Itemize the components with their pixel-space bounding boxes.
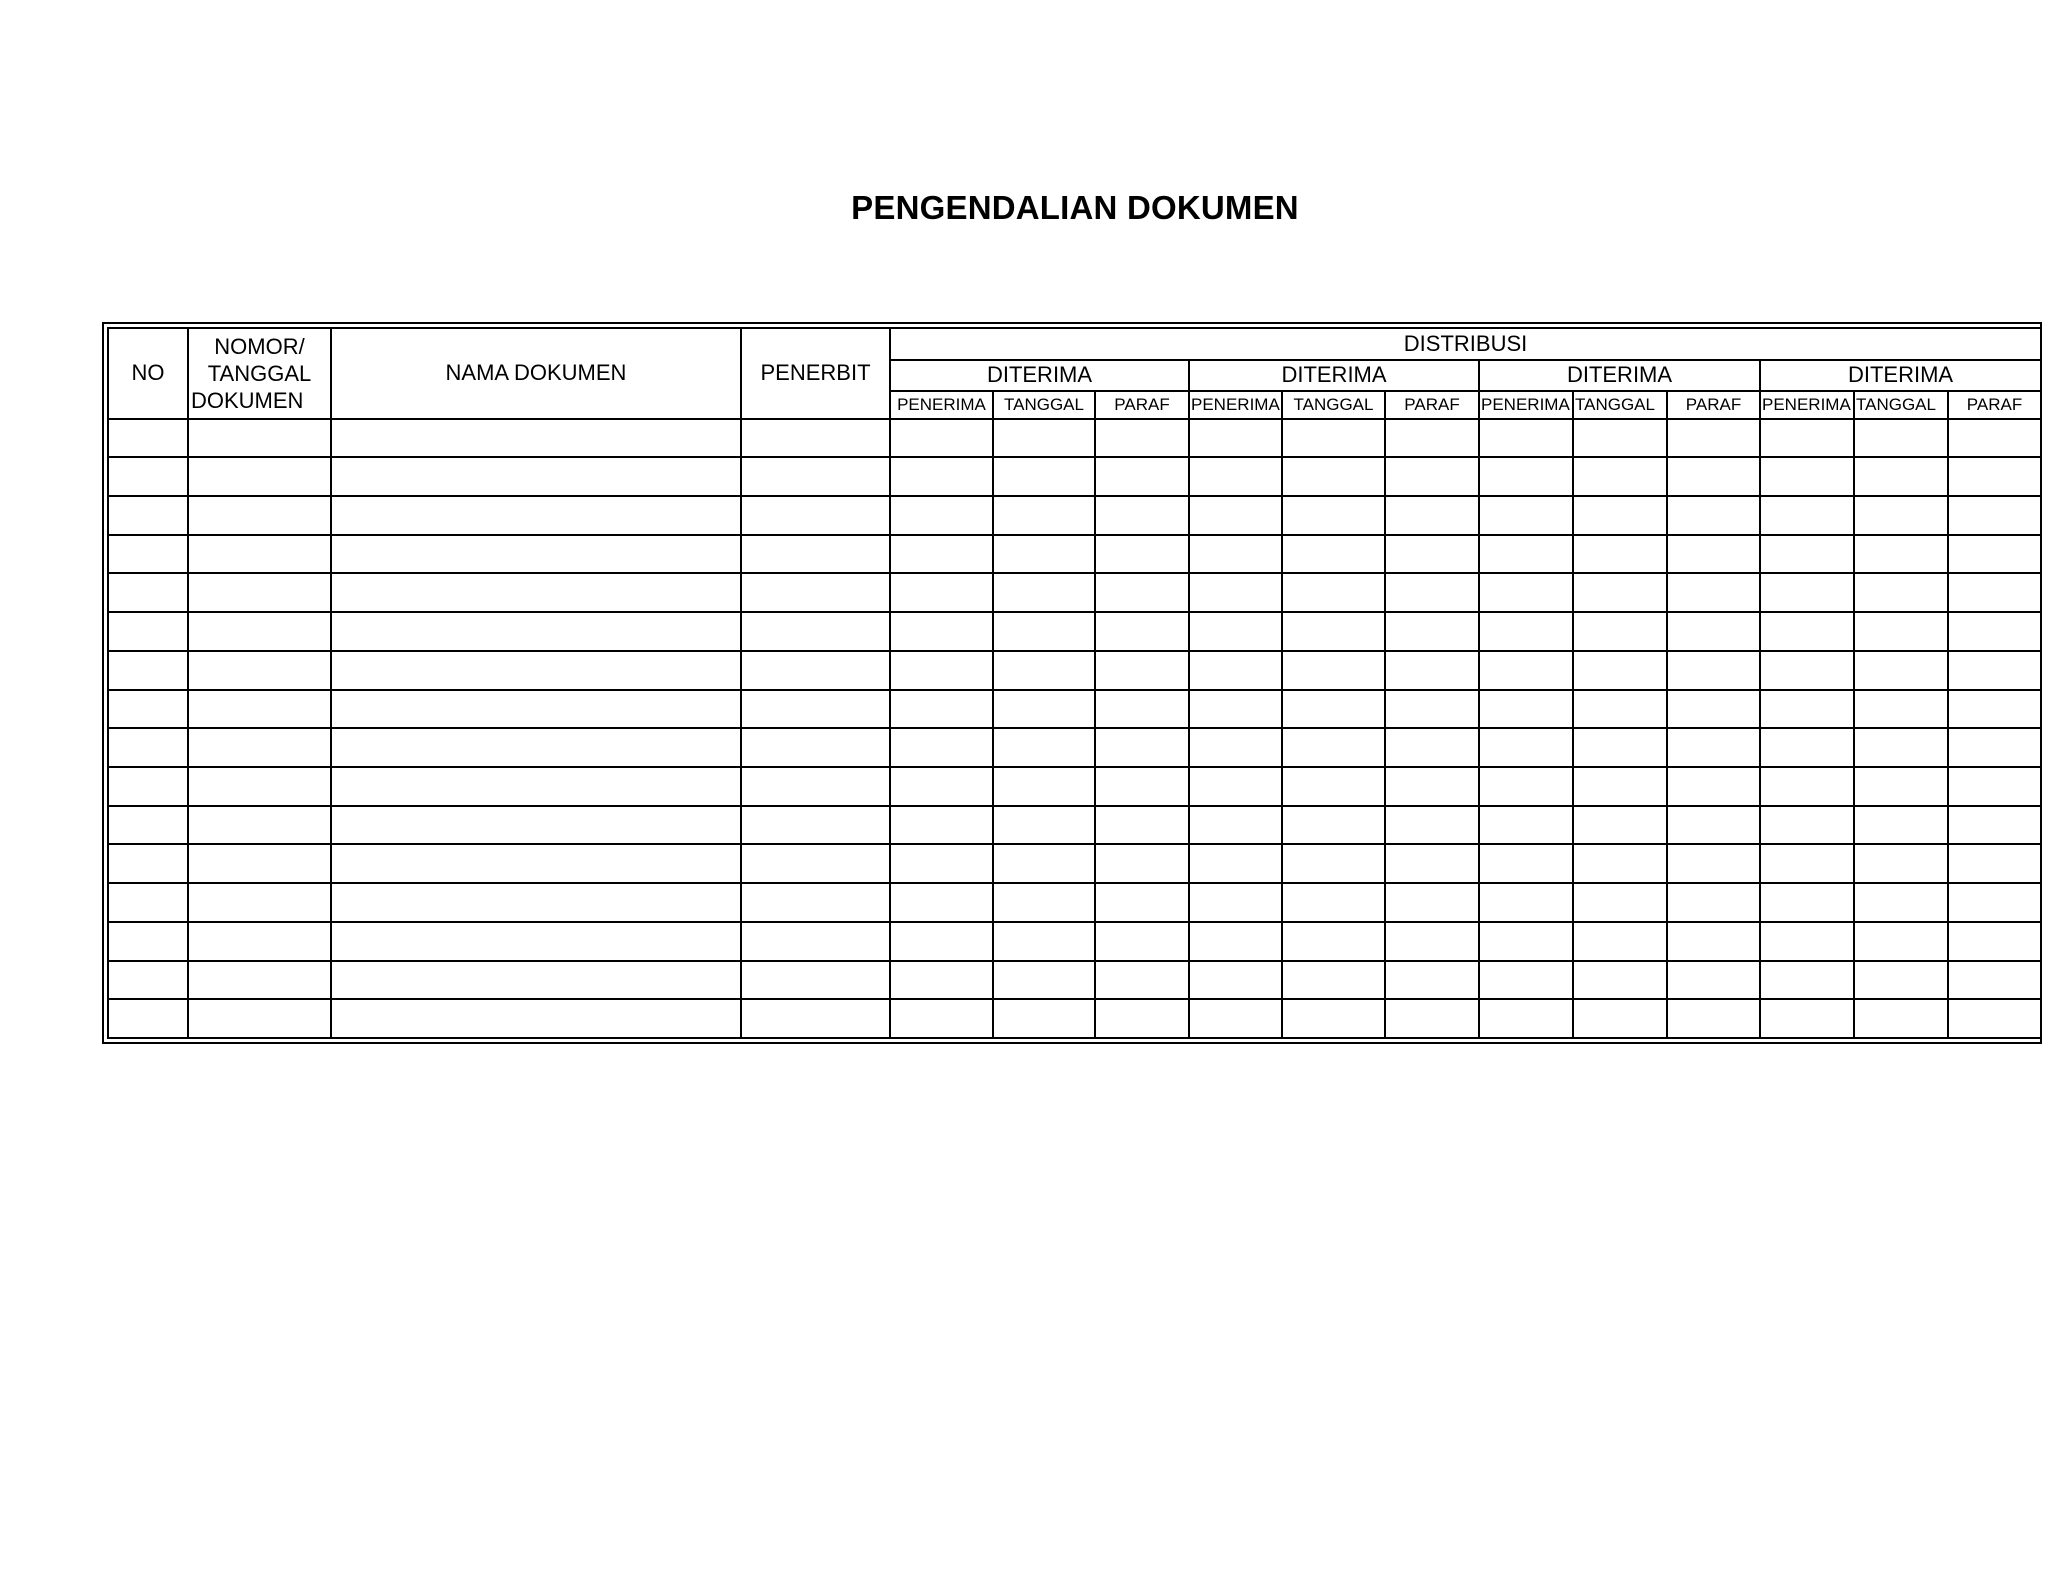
table-row xyxy=(108,883,2041,922)
table-cell[interactable] xyxy=(108,922,188,961)
table-cell[interactable] xyxy=(188,535,331,574)
header-paraf-3: PARAF xyxy=(1667,391,1760,419)
table-cell[interactable] xyxy=(108,767,188,806)
table-cell[interactable] xyxy=(1479,844,1573,883)
header-nomor-tanggal-dokumen xyxy=(188,328,331,419)
table-cell[interactable] xyxy=(1282,457,1385,496)
table-cell[interactable] xyxy=(188,728,331,767)
table-row xyxy=(108,612,2041,651)
table-cell[interactable] xyxy=(1385,728,1479,767)
table-cell[interactable] xyxy=(1282,651,1385,690)
table-cell[interactable] xyxy=(1573,612,1667,651)
table-cell[interactable] xyxy=(1479,728,1573,767)
table-cell[interactable] xyxy=(1760,651,1854,690)
table-cell[interactable] xyxy=(1189,419,1282,458)
table-cell[interactable] xyxy=(1573,767,1667,806)
table-cell[interactable] xyxy=(890,651,993,690)
table-cell[interactable] xyxy=(1385,651,1479,690)
table-cell[interactable] xyxy=(993,535,1095,574)
header-tanggal-4: TANGGAL xyxy=(1854,391,1948,419)
table-cell[interactable] xyxy=(993,961,1095,1000)
table-cell[interactable] xyxy=(1095,612,1189,651)
table-cell[interactable] xyxy=(1385,690,1479,729)
table-cell[interactable] xyxy=(1854,496,1948,535)
table-cell[interactable] xyxy=(993,419,1095,458)
table-cell[interactable] xyxy=(108,844,188,883)
table-row xyxy=(108,999,2041,1038)
table-cell[interactable] xyxy=(108,690,188,729)
table-cell[interactable] xyxy=(741,767,890,806)
table-cell[interactable] xyxy=(1948,496,2041,535)
table-cell[interactable] xyxy=(188,419,331,458)
table-cell[interactable] xyxy=(1095,961,1189,1000)
table-cell[interactable] xyxy=(1282,999,1385,1038)
table-cell[interactable] xyxy=(1948,573,2041,612)
table-cell[interactable] xyxy=(993,883,1095,922)
table-cell[interactable] xyxy=(331,844,741,883)
table-cell[interactable] xyxy=(331,651,741,690)
table-cell[interactable] xyxy=(1479,690,1573,729)
table-cell[interactable] xyxy=(1385,999,1479,1038)
table-cell[interactable] xyxy=(331,535,741,574)
table-row xyxy=(108,535,2041,574)
table-cell[interactable] xyxy=(1760,496,1854,535)
table-cell[interactable] xyxy=(1095,922,1189,961)
header-penerbit: PENERBIT xyxy=(741,328,890,419)
header-tanggal-line: TANGGAL xyxy=(207,360,312,386)
table-cell[interactable] xyxy=(1385,883,1479,922)
table-cell[interactable] xyxy=(993,767,1095,806)
header-penerima-4: PENERIMA xyxy=(1760,391,1854,419)
table-cell[interactable] xyxy=(1760,690,1854,729)
table-cell[interactable] xyxy=(1095,573,1189,612)
table-cell[interactable] xyxy=(1948,728,2041,767)
table-cell[interactable] xyxy=(1095,535,1189,574)
table-cell[interactable] xyxy=(1385,922,1479,961)
table-cell[interactable] xyxy=(1095,457,1189,496)
table-cell[interactable] xyxy=(1854,457,1948,496)
table-cell[interactable] xyxy=(1282,728,1385,767)
table-cell[interactable] xyxy=(1573,999,1667,1038)
table-cell[interactable] xyxy=(1282,767,1385,806)
table-cell[interactable] xyxy=(1282,612,1385,651)
table-cell[interactable] xyxy=(741,806,890,845)
table-cell[interactable] xyxy=(1854,535,1948,574)
table-cell[interactable] xyxy=(1948,999,2041,1038)
table-cell[interactable] xyxy=(1479,419,1573,458)
table-cell[interactable] xyxy=(1760,883,1854,922)
table-cell[interactable] xyxy=(108,612,188,651)
table-cell[interactable] xyxy=(1385,767,1479,806)
table-cell[interactable] xyxy=(890,612,993,651)
table-cell[interactable] xyxy=(1095,999,1189,1038)
table-row xyxy=(108,651,2041,690)
header-paraf-1: PARAF xyxy=(1095,391,1189,419)
table-cell[interactable] xyxy=(1760,457,1854,496)
table-cell[interactable] xyxy=(1573,573,1667,612)
table-cell[interactable] xyxy=(993,496,1095,535)
table-cell[interactable] xyxy=(1573,844,1667,883)
table-cell[interactable] xyxy=(993,573,1095,612)
table-cell[interactable] xyxy=(108,651,188,690)
table-cell[interactable] xyxy=(1385,535,1479,574)
table-cell[interactable] xyxy=(1760,612,1854,651)
table-cell[interactable] xyxy=(1667,651,1760,690)
table-cell[interactable] xyxy=(1189,999,1282,1038)
table-cell[interactable] xyxy=(1667,535,1760,574)
header-penerima-1: PENERIMA xyxy=(890,391,993,419)
header-paraf-4: PARAF xyxy=(1948,391,2041,419)
table-cell[interactable] xyxy=(741,612,890,651)
table-cell[interactable] xyxy=(1760,806,1854,845)
table-cell[interactable] xyxy=(1573,651,1667,690)
table-cell[interactable] xyxy=(1479,767,1573,806)
table-cell[interactable] xyxy=(741,419,890,458)
table-cell[interactable] xyxy=(188,806,331,845)
table-cell[interactable] xyxy=(741,535,890,574)
table-cell[interactable] xyxy=(1189,883,1282,922)
table-cell[interactable] xyxy=(890,922,993,961)
table-cell[interactable] xyxy=(331,612,741,651)
table-cell[interactable] xyxy=(1282,961,1385,1000)
table-cell[interactable] xyxy=(890,844,993,883)
table-cell[interactable] xyxy=(1760,767,1854,806)
table-cell[interactable] xyxy=(741,496,890,535)
table-cell[interactable] xyxy=(188,612,331,651)
table-cell[interactable] xyxy=(1854,883,1948,922)
table-cell[interactable] xyxy=(331,419,741,458)
table-cell[interactable] xyxy=(1854,690,1948,729)
table-cell[interactable] xyxy=(108,496,188,535)
table-cell[interactable] xyxy=(1282,844,1385,883)
header-tanggal-2: TANGGAL xyxy=(1282,391,1385,419)
table-cell[interactable] xyxy=(1854,419,1948,458)
table-cell[interactable] xyxy=(890,961,993,1000)
table-cell[interactable] xyxy=(1667,999,1760,1038)
table-cell[interactable] xyxy=(331,922,741,961)
header-distribusi: DISTRIBUSI xyxy=(890,328,2041,360)
table-cell[interactable] xyxy=(1948,651,2041,690)
table-cell[interactable] xyxy=(890,806,993,845)
table-cell[interactable] xyxy=(1854,651,1948,690)
table-cell[interactable] xyxy=(1573,690,1667,729)
table-cell[interactable] xyxy=(188,999,331,1038)
table-cell[interactable] xyxy=(1479,496,1573,535)
table-cell[interactable] xyxy=(1854,612,1948,651)
table-cell[interactable] xyxy=(1760,999,1854,1038)
table-cell[interactable] xyxy=(1385,612,1479,651)
table-cell[interactable] xyxy=(1479,961,1573,1000)
table-cell[interactable] xyxy=(1573,419,1667,458)
table-cell[interactable] xyxy=(741,651,890,690)
table-cell[interactable] xyxy=(108,883,188,922)
table-cell[interactable] xyxy=(1667,612,1760,651)
header-diterima-3: DITERIMA xyxy=(1479,360,1760,392)
table-cell[interactable] xyxy=(331,883,741,922)
table-cell[interactable] xyxy=(741,883,890,922)
table-cell[interactable] xyxy=(1760,961,1854,1000)
header-tanggal-3: TANGGAL xyxy=(1573,391,1667,419)
table-cell[interactable] xyxy=(1573,883,1667,922)
table-cell[interactable] xyxy=(1760,419,1854,458)
table-cell[interactable] xyxy=(108,457,188,496)
table-cell[interactable] xyxy=(331,728,741,767)
table-cell[interactable] xyxy=(1385,419,1479,458)
table-cell[interactable] xyxy=(1479,457,1573,496)
table-cell[interactable] xyxy=(1760,844,1854,883)
table-cell[interactable] xyxy=(1385,806,1479,845)
table-cell[interactable] xyxy=(1573,806,1667,845)
table-cell[interactable] xyxy=(1189,690,1282,729)
table-cell[interactable] xyxy=(1385,457,1479,496)
table-cell[interactable] xyxy=(331,573,741,612)
table-cell[interactable] xyxy=(1760,728,1854,767)
table-cell[interactable] xyxy=(1667,457,1760,496)
table-cell[interactable] xyxy=(331,496,741,535)
table-cell[interactable] xyxy=(1095,806,1189,845)
document-control-table xyxy=(107,327,2042,1039)
table-cell[interactable] xyxy=(1760,922,1854,961)
table-cell[interactable] xyxy=(1189,728,1282,767)
table-cell[interactable] xyxy=(108,961,188,1000)
table-cell[interactable] xyxy=(1854,922,1948,961)
table-cell[interactable] xyxy=(993,457,1095,496)
table-cell[interactable] xyxy=(1189,806,1282,845)
table-row xyxy=(108,806,2041,845)
table-cell[interactable] xyxy=(741,457,890,496)
table-cell[interactable] xyxy=(1189,922,1282,961)
table-cell[interactable] xyxy=(331,457,741,496)
header-penerima-2: PENERIMA xyxy=(1189,391,1282,419)
header-nomor-line: NOMOR/ xyxy=(214,333,305,359)
table-cell[interactable] xyxy=(993,651,1095,690)
table-cell[interactable] xyxy=(1479,651,1573,690)
table-cell[interactable] xyxy=(1854,961,1948,1000)
table-cell[interactable] xyxy=(741,999,890,1038)
table-cell[interactable] xyxy=(890,728,993,767)
table-cell[interactable] xyxy=(1479,922,1573,961)
header-paraf-2: PARAF xyxy=(1385,391,1479,419)
table-cell[interactable] xyxy=(1667,690,1760,729)
header-dokumen-line: DOKUMEN xyxy=(191,387,304,413)
table-cell[interactable] xyxy=(1095,767,1189,806)
table-cell[interactable] xyxy=(1948,690,2041,729)
table-cell[interactable] xyxy=(1095,883,1189,922)
table-cell[interactable] xyxy=(188,690,331,729)
header-nama-dokumen: NAMA DOKUMEN xyxy=(331,328,741,419)
table-cell[interactable] xyxy=(890,496,993,535)
table-cell[interactable] xyxy=(1282,883,1385,922)
table-cell[interactable] xyxy=(1189,457,1282,496)
table-cell[interactable] xyxy=(108,728,188,767)
table-cell[interactable] xyxy=(1948,535,2041,574)
table-row xyxy=(108,961,2041,1000)
table-cell[interactable] xyxy=(108,419,188,458)
table-cell[interactable] xyxy=(741,690,890,729)
table-cell[interactable] xyxy=(1948,767,2041,806)
table-cell[interactable] xyxy=(1095,690,1189,729)
table-cell[interactable] xyxy=(890,999,993,1038)
table-cell[interactable] xyxy=(890,573,993,612)
header-diterima-2: DITERIMA xyxy=(1189,360,1479,392)
header-penerima-3: PENERIMA xyxy=(1479,391,1573,419)
table-cell[interactable] xyxy=(188,883,331,922)
table-cell[interactable] xyxy=(1385,496,1479,535)
table-cell[interactable] xyxy=(1854,573,1948,612)
table-cell[interactable] xyxy=(1948,961,2041,1000)
table-cell[interactable] xyxy=(331,806,741,845)
header-no: NO xyxy=(108,328,188,419)
table-cell[interactable] xyxy=(993,690,1095,729)
table-row xyxy=(108,922,2041,961)
table-row xyxy=(108,496,2041,535)
table-cell[interactable] xyxy=(1667,573,1760,612)
table-cell[interactable] xyxy=(1095,728,1189,767)
table-cell[interactable] xyxy=(741,922,890,961)
table-cell[interactable] xyxy=(1479,612,1573,651)
table-cell[interactable] xyxy=(1573,535,1667,574)
table-cell[interactable] xyxy=(1573,457,1667,496)
header-tanggal-1: TANGGAL xyxy=(993,391,1095,419)
table-cell[interactable] xyxy=(1760,573,1854,612)
table-cell[interactable] xyxy=(1479,883,1573,922)
table-cell[interactable] xyxy=(993,612,1095,651)
table-cell[interactable] xyxy=(188,922,331,961)
table-cell[interactable] xyxy=(1667,961,1760,1000)
table-cell[interactable] xyxy=(890,419,993,458)
table-cell[interactable] xyxy=(1282,573,1385,612)
table-cell[interactable] xyxy=(331,961,741,1000)
table-cell[interactable] xyxy=(108,999,188,1038)
page-title: PENGENDALIAN DOKUMEN xyxy=(851,189,1299,226)
table-cell[interactable] xyxy=(1948,612,2041,651)
header-diterima-4: DITERIMA xyxy=(1760,360,2041,392)
table-cell[interactable] xyxy=(993,806,1095,845)
table-cell[interactable] xyxy=(741,961,890,1000)
table-cell[interactable] xyxy=(993,922,1095,961)
table-cell[interactable] xyxy=(1667,728,1760,767)
table-cell[interactable] xyxy=(1667,419,1760,458)
table-cell[interactable] xyxy=(1095,651,1189,690)
table-cell[interactable] xyxy=(993,728,1095,767)
table-cell[interactable] xyxy=(1948,844,2041,883)
table-cell[interactable] xyxy=(890,883,993,922)
table-cell[interactable] xyxy=(1667,883,1760,922)
table-cell[interactable] xyxy=(741,573,890,612)
table-cell[interactable] xyxy=(188,651,331,690)
table-cell[interactable] xyxy=(1189,612,1282,651)
table-cell[interactable] xyxy=(1282,419,1385,458)
table-row xyxy=(108,690,2041,729)
table-cell[interactable] xyxy=(1095,419,1189,458)
table-cell[interactable] xyxy=(1854,728,1948,767)
table-row xyxy=(108,573,2041,612)
table-cell[interactable] xyxy=(1385,844,1479,883)
table-cell[interactable] xyxy=(1479,535,1573,574)
table-row xyxy=(108,728,2041,767)
table-cell[interactable] xyxy=(1282,690,1385,729)
table-cell[interactable] xyxy=(1189,767,1282,806)
table-cell[interactable] xyxy=(1282,496,1385,535)
table-cell[interactable] xyxy=(1667,767,1760,806)
table-cell[interactable] xyxy=(890,690,993,729)
table-cell[interactable] xyxy=(1189,496,1282,535)
table-cell[interactable] xyxy=(1948,457,2041,496)
table-cell[interactable] xyxy=(1854,806,1948,845)
table-cell[interactable] xyxy=(1189,961,1282,1000)
table-cell[interactable] xyxy=(1189,651,1282,690)
table-cell[interactable] xyxy=(1667,496,1760,535)
table-cell[interactable] xyxy=(1282,806,1385,845)
table-cell[interactable] xyxy=(1282,922,1385,961)
table-cell[interactable] xyxy=(1854,844,1948,883)
table-row xyxy=(108,457,2041,496)
table-cell[interactable] xyxy=(1385,961,1479,1000)
table-row xyxy=(108,419,2041,458)
table-cell[interactable] xyxy=(1189,535,1282,574)
table-cell[interactable] xyxy=(1948,883,2041,922)
document-control-table-frame xyxy=(102,322,2042,1044)
table-cell[interactable] xyxy=(108,573,188,612)
table-cell[interactable] xyxy=(1479,573,1573,612)
table-cell[interactable] xyxy=(741,844,890,883)
table-cell[interactable] xyxy=(1573,922,1667,961)
table-cell[interactable] xyxy=(1760,535,1854,574)
table-cell[interactable] xyxy=(1189,844,1282,883)
table-cell[interactable] xyxy=(1189,573,1282,612)
table-cell[interactable] xyxy=(1854,767,1948,806)
table-cell[interactable] xyxy=(188,573,331,612)
table-row xyxy=(108,767,2041,806)
table-cell[interactable] xyxy=(1948,922,2041,961)
table-cell[interactable] xyxy=(1667,806,1760,845)
table-cell[interactable] xyxy=(188,457,331,496)
table-cell[interactable] xyxy=(890,767,993,806)
table-cell[interactable] xyxy=(1573,961,1667,1000)
table-cell[interactable] xyxy=(331,767,741,806)
table-cell[interactable] xyxy=(1573,496,1667,535)
table-cell[interactable] xyxy=(1948,419,2041,458)
table-cell[interactable] xyxy=(188,961,331,1000)
table-cell[interactable] xyxy=(1667,922,1760,961)
table-cell[interactable] xyxy=(108,535,188,574)
table-cell[interactable] xyxy=(1948,806,2041,845)
table-cell[interactable] xyxy=(331,690,741,729)
table-cell[interactable] xyxy=(1573,728,1667,767)
table-cell[interactable] xyxy=(993,844,1095,883)
table-cell[interactable] xyxy=(331,999,741,1038)
table-cell[interactable] xyxy=(1385,573,1479,612)
table-cell[interactable] xyxy=(1667,844,1760,883)
table-cell[interactable] xyxy=(1479,806,1573,845)
table-cell[interactable] xyxy=(108,806,188,845)
table-cell[interactable] xyxy=(741,728,890,767)
table-cell[interactable] xyxy=(1479,999,1573,1038)
table-cell[interactable] xyxy=(890,457,993,496)
table-cell[interactable] xyxy=(188,767,331,806)
table-cell[interactable] xyxy=(188,496,331,535)
table-cell[interactable] xyxy=(993,999,1095,1038)
table-row xyxy=(108,844,2041,883)
table-cell[interactable] xyxy=(1282,535,1385,574)
header-diterima-1: DITERIMA xyxy=(890,360,1189,392)
table-cell[interactable] xyxy=(1854,999,1948,1038)
table-cell[interactable] xyxy=(188,844,331,883)
table-cell[interactable] xyxy=(890,535,993,574)
table-cell[interactable] xyxy=(1095,496,1189,535)
table-cell[interactable] xyxy=(1095,844,1189,883)
